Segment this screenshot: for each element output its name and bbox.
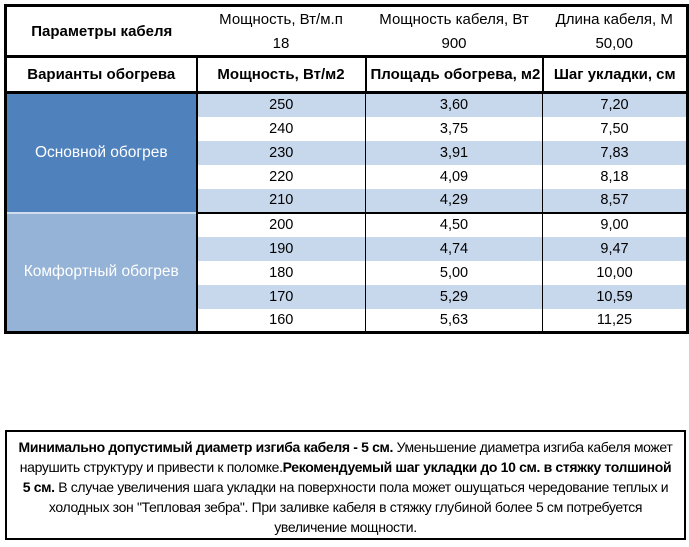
header-heating-area: Площадь обогрева, м2 — [366, 57, 543, 93]
data-cell: 3,91 — [366, 141, 543, 165]
data-cell: 4,74 — [366, 237, 543, 261]
installation-note — [5, 430, 686, 540]
table-row — [6, 93, 688, 117]
data-cell: 4,29 — [366, 189, 543, 213]
data-cell: 3,75 — [366, 117, 543, 141]
cable-length-value: 50,00 — [595, 34, 634, 52]
data-cell: 4,09 — [366, 165, 543, 189]
data-cell: 3,60 — [366, 93, 543, 117]
data-cell: 5,29 — [366, 285, 543, 309]
note-text-segment: Минимально допустимый диаметр изгиба кабеля - 5 см. — [18, 439, 394, 455]
data-cell: 8,57 — [543, 189, 688, 213]
header-laying-step: Шаг укладки, см — [543, 57, 688, 93]
cable-power-value: 900 — [441, 34, 467, 52]
data-cell: 11,25 — [543, 309, 688, 333]
data-cell: 200 — [197, 213, 366, 237]
header-heating-variants: Варианты обогрева — [6, 57, 197, 93]
data-cell: 170 — [197, 285, 366, 309]
power-per-meter-label: Мощность, Вт/м.п — [219, 10, 343, 28]
note-text-segment: В случае увеличения шага укладки на поверхности пола может ошущаться чередование теплых и холодных зон "Тепловая зебра". При заливке кабеля в стяжку глубиной более 5 см потребуется увеличение мощности. — [48, 479, 669, 535]
data-cell: 5,00 — [366, 261, 543, 285]
cable-length-label: Длина кабеля, М — [555, 10, 673, 28]
data-cell: 160 — [197, 309, 366, 333]
data-cell: 9,00 — [543, 213, 688, 237]
data-cell: 7,83 — [543, 141, 688, 165]
power-per-meter-value: 18 — [272, 34, 290, 52]
heating-header-row — [6, 57, 688, 93]
note-text-segment: Уменьшение диаметра изгиба кабеля может нарушить структуру и привести к поломке. — [19, 439, 673, 475]
data-cell: 4,50 — [366, 213, 543, 237]
data-cell: 250 — [197, 93, 366, 117]
data-cell: 7,50 — [543, 117, 688, 141]
data-cell: 7,20 — [543, 93, 688, 117]
table-row — [6, 213, 688, 237]
data-cell: 230 — [197, 141, 366, 165]
data-cell: 220 — [197, 165, 366, 189]
data-cell: 190 — [197, 237, 366, 261]
cable-power-label: Мощность кабеля, Вт — [379, 10, 529, 28]
data-cell: 180 — [197, 261, 366, 285]
params-section-title: Параметры кабеля — [31, 22, 173, 40]
group-label-comfort-heating: Комфортный обогрев — [6, 213, 197, 333]
data-cell: 10,00 — [543, 261, 688, 285]
cable-parameters-table — [4, 4, 689, 334]
data-cell: 9,47 — [543, 237, 688, 261]
note-text-segment: Рекомендуемый шаг укладки до 10 см. в стяжку толшиной 5 см. — [22, 459, 672, 495]
group-label-main-heating: Основной обогрев — [6, 93, 197, 213]
header-power-w-m2: Мощность, Вт/м2 — [197, 57, 366, 93]
data-cell: 10,59 — [543, 285, 688, 309]
data-cell: 240 — [197, 117, 366, 141]
data-cell: 5,63 — [366, 309, 543, 333]
data-cell: 210 — [197, 189, 366, 213]
params-label-row — [6, 6, 688, 32]
data-cell: 8,18 — [543, 165, 688, 189]
